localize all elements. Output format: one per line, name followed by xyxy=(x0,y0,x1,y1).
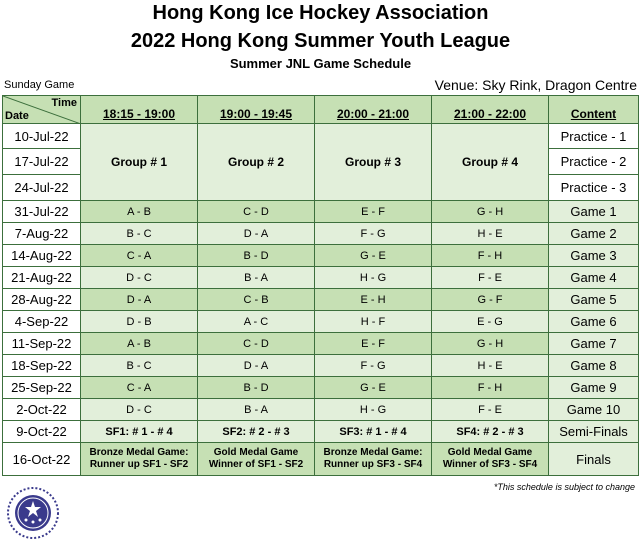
content-cell: Game 10 xyxy=(549,399,639,421)
date-cell: 28-Aug-22 xyxy=(3,289,81,311)
matchup-cell: D - A xyxy=(81,289,198,311)
final-cell xyxy=(81,443,198,476)
date-cell: 16-Oct-22 xyxy=(3,443,81,476)
content-cell: Finals xyxy=(549,443,639,476)
schedule-table xyxy=(2,95,639,476)
table-row xyxy=(3,223,639,245)
slot-header: 21:00 - 22:00 xyxy=(432,96,549,124)
table-row xyxy=(3,267,639,289)
matchup-cell: G - E xyxy=(315,377,432,399)
corner-date-label: Date xyxy=(5,110,29,122)
title-league: 2022 Hong Kong Summer Youth League xyxy=(130,30,511,52)
content-cell: Game 6 xyxy=(549,311,639,333)
final-row xyxy=(3,443,639,476)
table-row xyxy=(3,245,639,267)
table-row xyxy=(3,333,639,355)
slot-header: 20:00 - 21:00 xyxy=(315,96,432,124)
final-cell xyxy=(315,443,432,476)
matchup-cell: F - E xyxy=(432,399,549,421)
schedule-subtitle: Summer JNL Game Schedule xyxy=(229,56,412,71)
semi-final-cell: SF4: # 2 - # 3 xyxy=(432,421,549,443)
content-cell: Game 8 xyxy=(549,355,639,377)
matchup-cell: G - H xyxy=(432,201,549,223)
slot-header: 19:00 - 19:45 xyxy=(198,96,315,124)
matchup-cell: D - A xyxy=(198,355,315,377)
group-cell: Group # 2 xyxy=(198,124,315,201)
final-cell xyxy=(198,443,315,476)
group-cell: Group # 1 xyxy=(81,124,198,201)
final-line2: Runner up SF1 - SF2 xyxy=(89,459,189,470)
matchup-cell: F - H xyxy=(432,377,549,399)
matchup-cell: D - C xyxy=(81,267,198,289)
final-line1: Gold Medal Game xyxy=(213,447,299,458)
table-row xyxy=(3,201,639,223)
matchup-cell: H - G xyxy=(315,399,432,421)
matchup-cell: D - B xyxy=(81,311,198,333)
matchup-cell: G - E xyxy=(315,245,432,267)
content-cell: Semi-Finals xyxy=(549,421,639,443)
date-cell: 4-Sep-22 xyxy=(3,311,81,333)
content-cell: Game 1 xyxy=(549,201,639,223)
content-cell: Practice - 3 xyxy=(549,175,639,201)
date-cell: 24-Jul-22 xyxy=(3,175,81,201)
final-line2: Runner up SF3 - SF4 xyxy=(323,459,423,470)
corner-time-label: Time xyxy=(51,97,77,109)
content-cell: Game 3 xyxy=(549,245,639,267)
date-cell: 25-Sep-22 xyxy=(3,377,81,399)
matchup-cell: C - A xyxy=(81,377,198,399)
content-header: Content xyxy=(549,96,639,124)
final-cell xyxy=(432,443,549,476)
matchup-cell: B - C xyxy=(81,223,198,245)
matchup-cell: D - C xyxy=(81,399,198,421)
table-row xyxy=(3,377,639,399)
final-line1: Bronze Medal Game: xyxy=(89,447,189,458)
semi-final-row xyxy=(3,421,639,443)
matchup-cell: D - A xyxy=(198,223,315,245)
matchup-cell: F - H xyxy=(432,245,549,267)
date-cell: 11-Sep-22 xyxy=(3,333,81,355)
matchup-cell: E - G xyxy=(432,311,549,333)
table-row xyxy=(3,355,639,377)
matchup-cell: C - B xyxy=(198,289,315,311)
matchup-cell: A - B xyxy=(81,201,198,223)
date-cell: 21-Aug-22 xyxy=(3,267,81,289)
content-cell: Practice - 1 xyxy=(549,124,639,149)
content-cell: Game 5 xyxy=(549,289,639,311)
final-line2: Winner of SF3 - SF4 xyxy=(442,459,538,470)
matchup-cell: F - G xyxy=(315,223,432,245)
date-cell: 7-Aug-22 xyxy=(3,223,81,245)
content-cell: Game 7 xyxy=(549,333,639,355)
table-row xyxy=(3,124,639,149)
matchup-cell: G - F xyxy=(432,289,549,311)
schedule-change-note: *This schedule is subject to change xyxy=(493,482,635,492)
content-cell: Game 2 xyxy=(549,223,639,245)
matchup-cell: B - A xyxy=(198,267,315,289)
matchup-cell: E - F xyxy=(315,333,432,355)
semi-final-cell: SF1: # 1 - # 4 xyxy=(81,421,198,443)
date-cell: 18-Sep-22 xyxy=(3,355,81,377)
matchup-cell: A - C xyxy=(198,311,315,333)
matchup-cell: C - A xyxy=(81,245,198,267)
table-row xyxy=(3,289,639,311)
content-cell: Game 9 xyxy=(549,377,639,399)
date-cell: 9-Oct-22 xyxy=(3,421,81,443)
group-cell: Group # 4 xyxy=(432,124,549,201)
matchup-cell: A - B xyxy=(81,333,198,355)
matchup-cell: H - F xyxy=(315,311,432,333)
date-cell: 10-Jul-22 xyxy=(3,124,81,149)
matchup-cell: B - D xyxy=(198,377,315,399)
matchup-cell: F - G xyxy=(315,355,432,377)
matchup-cell: C - D xyxy=(198,333,315,355)
hkiha-logo-icon xyxy=(6,486,60,545)
corner-cell xyxy=(3,96,81,124)
matchup-cell: H - E xyxy=(432,355,549,377)
matchup-cell: C - D xyxy=(198,201,315,223)
game-day-label: Sunday Game xyxy=(4,79,75,91)
date-cell: 14-Aug-22 xyxy=(3,245,81,267)
final-line1: Gold Medal Game xyxy=(447,447,533,458)
matchup-cell: H - E xyxy=(432,223,549,245)
date-cell: 31-Jul-22 xyxy=(3,201,81,223)
slot-header: 18:15 - 19:00 xyxy=(81,96,198,124)
content-cell: Practice - 2 xyxy=(549,149,639,175)
matchup-cell: B - D xyxy=(198,245,315,267)
matchup-cell: F - E xyxy=(432,267,549,289)
table-row xyxy=(3,399,639,421)
venue-label: Venue: Sky Rink, Dragon Centre xyxy=(434,77,637,93)
matchup-cell: B - C xyxy=(81,355,198,377)
matchup-cell: G - H xyxy=(432,333,549,355)
semi-final-cell: SF2: # 2 - # 3 xyxy=(198,421,315,443)
date-cell: 17-Jul-22 xyxy=(3,149,81,175)
matchup-cell: H - G xyxy=(315,267,432,289)
date-cell: 2-Oct-22 xyxy=(3,399,81,421)
matchup-cell: E - H xyxy=(315,289,432,311)
matchup-cell: B - A xyxy=(198,399,315,421)
title-association: Hong Kong Ice Hockey Association xyxy=(152,2,489,24)
table-row xyxy=(3,311,639,333)
group-cell: Group # 3 xyxy=(315,124,432,201)
final-line2: Winner of SF1 - SF2 xyxy=(208,459,304,470)
final-line1: Bronze Medal Game: xyxy=(323,447,423,458)
content-cell: Game 4 xyxy=(549,267,639,289)
matchup-cell: E - F xyxy=(315,201,432,223)
header-row xyxy=(3,96,639,124)
semi-final-cell: SF3: # 1 - # 4 xyxy=(315,421,432,443)
